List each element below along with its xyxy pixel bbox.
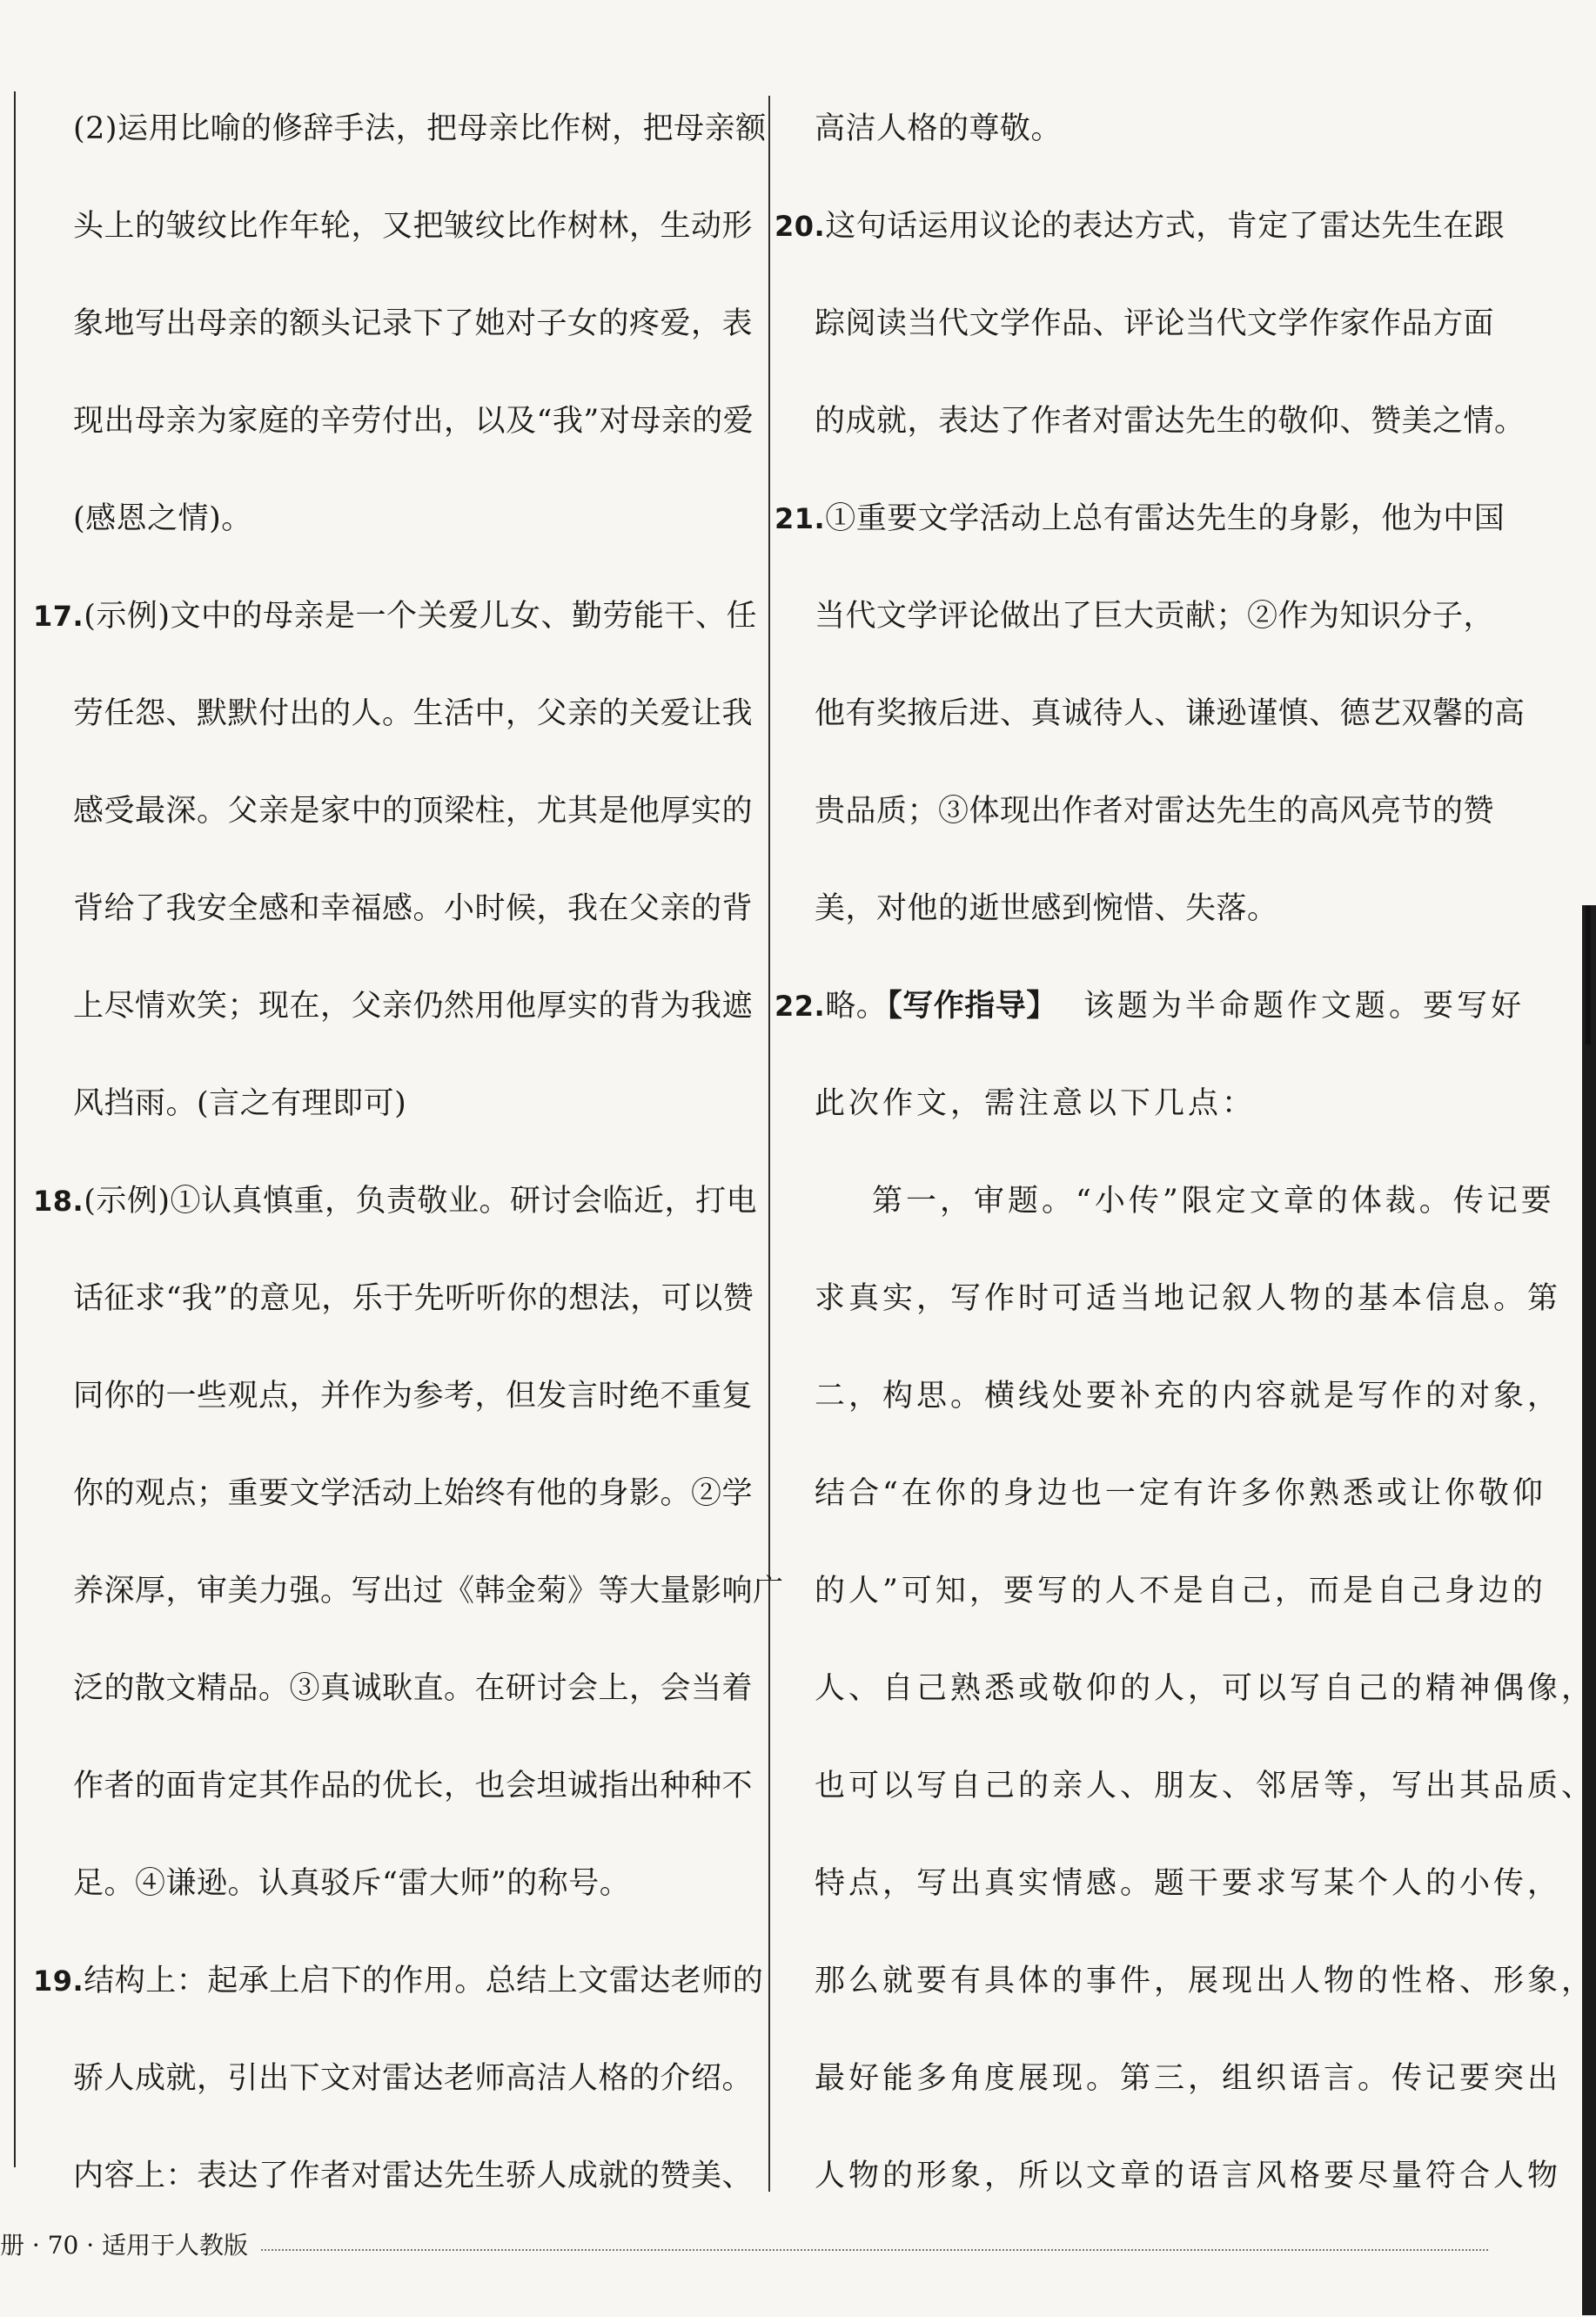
right-text-line: [775, 470, 1505, 567]
line-text: (感恩之情)。: [73, 501, 252, 536]
line-text: 你的观点；重要文学活动上始终有他的身影。②学: [73, 1476, 754, 1511]
left-text-line: [33, 1932, 764, 2030]
line-text: 结构上：起承上启下的作用。总结上文雷达老师的: [84, 1964, 764, 1998]
left-text-line: [33, 665, 754, 762]
left-text-line: [33, 470, 747, 567]
left-text-line: [33, 2127, 754, 2225]
question-number: 19.: [33, 1964, 84, 1998]
line-text: (示例)文中的母亲是一个关爱儿女、勤劳能干、任: [84, 599, 757, 634]
right-text-line: [775, 1835, 1562, 1932]
left-text-line: [33, 567, 757, 665]
left-text-line: [33, 762, 754, 860]
question-number: 17.: [33, 600, 84, 633]
left-text-line: [33, 1250, 754, 1347]
line-text: 特点，写出真实情感。题干要求写某个人的小传，: [815, 1866, 1562, 1901]
left-text-line: [33, 1640, 754, 1737]
line-text: 泛的散文精品。③真诚耿直。在研讨会上，会当着: [73, 1671, 754, 1706]
right-text-line: [775, 373, 1526, 470]
line-text: 人、自己熟悉或敬仰的人，可以写自己的精神偶像，: [815, 1671, 1596, 1706]
page-right-edge-shadow: [1582, 905, 1596, 2315]
line-text: 结合“在你的身边也一定有许多你熟悉或让你敬仰: [815, 1476, 1546, 1511]
left-text-line: [33, 860, 754, 957]
right-text-line: [775, 860, 1497, 957]
line-text: 人物的形象，所以文章的语言风格要尽量符合人物: [815, 2159, 1562, 2193]
right-text-line: [775, 275, 1497, 373]
left-text-line: [33, 1347, 754, 1445]
left-text-line: [33, 1542, 784, 1640]
page-binding-edge: [14, 91, 16, 2167]
left-text-line: [33, 178, 754, 275]
right-text-line: [775, 1640, 1596, 1737]
right-text-line: [775, 1250, 1562, 1347]
line-text: 养深厚，审美力强。写出过《韩金菊》等大量影响广: [73, 1574, 784, 1608]
question-number: 20.: [775, 210, 826, 243]
line-text: 骄人成就，引出下文对雷达老师高洁人格的介绍。: [73, 2061, 754, 2096]
footer-text: 册 · 70 · 适用于人教版: [0, 2231, 249, 2260]
line-text: 也可以写自己的亲人、朋友、邻居等，写出其品质、: [815, 1769, 1596, 1803]
right-text-line: [775, 2127, 1562, 2225]
line-text: 高洁人格的尊敬。: [815, 111, 1063, 146]
line-text: 他有奖掖后进、真诚待人、谦逊谨慎、德艺双馨的高: [815, 696, 1526, 731]
right-column: [775, 80, 1596, 2225]
line-text: 第一，审题。“小传”限定文章的体裁。传记要: [872, 1184, 1555, 1219]
line-text: 那么就要有具体的事件，展现出人物的性格、形象，: [815, 1964, 1596, 1998]
right-text-line: [775, 567, 1497, 665]
line-text: 同你的一些观点，并作为参考，但发言时绝不重复: [73, 1379, 754, 1414]
line-text: 的成就，表达了作者对雷达先生的敬仰、赞美之情。: [815, 404, 1526, 439]
right-text-line: [775, 665, 1526, 762]
right-text-line: [775, 1445, 1546, 1542]
line-text: 话征求“我”的意见，乐于先听听你的想法，可以赞: [73, 1281, 754, 1316]
line-text: 的人”可知，要写的人不是自己，而是自己身边的: [815, 1574, 1546, 1608]
line-text: 美，对他的逝世感到惋惜、失落。: [815, 891, 1278, 926]
line-text: (2)运用比喻的修辞手法，把母亲比作树，把母亲额: [73, 111, 767, 146]
line-text: 劳任怨、默默付出的人。生活中，父亲的关爱让我: [73, 696, 754, 731]
left-text-line: [33, 1737, 754, 1835]
left-text-line: [33, 1055, 747, 1152]
line-text: 踪阅读当代文学作品、评论当代文学作家作品方面: [815, 306, 1495, 341]
line-text: 贵品质；③体现出作者对雷达先生的高风亮节的赞: [815, 794, 1495, 829]
left-text-line: [33, 957, 754, 1055]
line-text: 上尽情欢笑；现在，父亲仍然用他厚实的背为我遮: [73, 989, 754, 1024]
column-divider: [768, 96, 770, 2192]
line-text: 作者的面肯定其作品的优长，也会坦诚指出种种不: [73, 1769, 754, 1803]
question-number: 21.: [775, 502, 826, 535]
page-footer: [0, 2228, 248, 2263]
line-text: 现出母亲为家庭的辛劳付出，以及“我”对母亲的爱: [73, 404, 754, 439]
line-text: 求真实，写作时可适当地记叙人物的基本信息。第: [815, 1281, 1562, 1316]
left-text-line: [33, 275, 754, 373]
right-text-line: [775, 1932, 1596, 2030]
line-text: 足。④谦逊。认真驳斥“雷大师”的称号。: [73, 1866, 631, 1901]
line-text: 这句话运用议论的表达方式，肯定了雷达先生在跟: [825, 209, 1505, 244]
line-text: 二，构思。横线处要补充的内容就是写作的对象，: [815, 1379, 1562, 1414]
right-text-line: [775, 178, 1505, 275]
line-text: 头上的皱纹比作年轮，又把皱纹比作树林，生动形: [73, 209, 754, 244]
left-text-line: [33, 1152, 757, 1250]
right-text-line: [775, 1347, 1562, 1445]
line-text: (示例)①认真慎重，负责敬业。研讨会临近，打电: [84, 1184, 757, 1219]
line-text: 当代文学评论做出了巨大贡献；②作为知识分子，: [815, 599, 1495, 634]
left-column: [33, 80, 784, 2225]
writing-guide-tag: 【写作指导】: [887, 989, 1057, 1024]
right-text-line: [775, 1542, 1546, 1640]
right-text-line: [775, 80, 1497, 178]
right-text-line: [775, 1055, 1497, 1152]
right-text-line: [775, 1152, 1555, 1250]
line-text: 风挡雨。(言之有理即可): [73, 1086, 407, 1121]
left-text-line: [33, 1445, 754, 1542]
line-text: 背给了我安全感和幸福感。小时候，我在父亲的背: [73, 891, 754, 926]
left-text-line: [33, 80, 767, 178]
question-number: 18.: [33, 1185, 84, 1218]
line-text: ①重要文学活动上总有雷达先生的身影，他为中国: [825, 501, 1505, 536]
left-text-line: [33, 2030, 754, 2127]
left-text-line: [33, 1835, 747, 1932]
question-number: 22.: [775, 990, 826, 1023]
footer-dotted-rule: [261, 2249, 1488, 2251]
right-text-line: [775, 2030, 1562, 2127]
right-text-line: [775, 762, 1497, 860]
line-text: 象地写出母亲的额头记录下了她对子女的疼爱，表: [73, 306, 754, 341]
left-text-line: [33, 373, 754, 470]
page-right-edge-dark: [1586, 905, 1591, 1044]
line-text: 感受最深。父亲是家中的顶梁柱，尤其是他厚实的: [73, 794, 754, 829]
line-text-after: 该题为半命题作文题。要写好: [1056, 989, 1525, 1024]
line-text: 内容上：表达了作者对雷达先生骄人成就的赞美、: [73, 2159, 754, 2193]
right-text-line: [775, 1737, 1596, 1835]
line-text: 最好能多角度展现。第三，组织语言。传记要突出: [815, 2061, 1562, 2096]
line-text: 略。: [825, 989, 888, 1024]
line-text: 此次作文，需注意以下几点：: [815, 1086, 1257, 1121]
right-text-line: [775, 957, 1525, 1055]
